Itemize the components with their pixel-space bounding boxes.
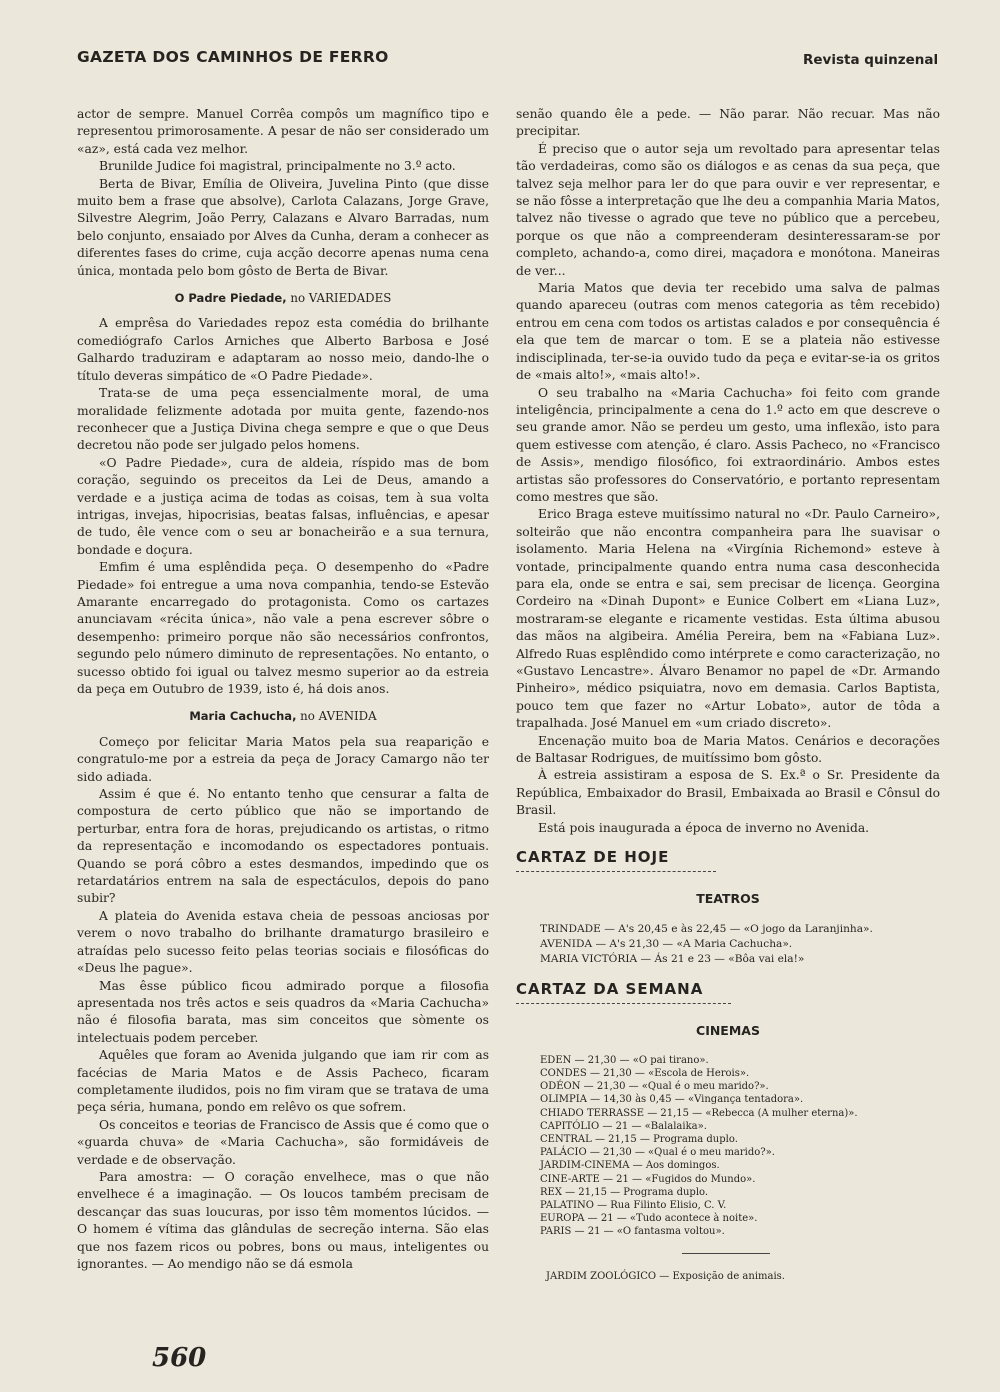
left-column [77, 106, 489, 1273]
paragraph: Assim é que é. No entanto tenho que censurar a falta de compostura de certo público que não se importando de perturbar, entra fora de horas, prejudicando os artistas, o ritmo da representação e incomodando os espectadores pontuais. Quando se porá côbro a estes desmandos, impedindo que os retardatários entrem na sala de espectáculos, depois do pano subir? [77, 787, 489, 906]
section-heading-padre-piedade [77, 290, 489, 307]
paragraph: Emfim é uma esplêndida peça. O desempenho do «Padre Piedade» foi entregue a uma nova companhia, tendo-se Estevão Amarante encarregado do protagonista. Como os cartazes anunciavam «récita única», não vale a pena escrever sôbre o desempenho: primeiro porque não são necessários confrontos, segundo pelo número diminuto de representações. No entanto, o sucesso obtido foi igual ou talvez mesmo superior ao da estreia da peça em Outubro de 1939, isto é, há dois anos. [77, 560, 489, 696]
list-item: CONDES — 21,30 — «Escola de Herois». [540, 1067, 750, 1079]
page-number: 560 [152, 1343, 207, 1373]
right-column [516, 106, 940, 1285]
cartaz-hoje-heading: CARTAZ DE HOJE [516, 849, 716, 872]
list-item: PALÁCIO — 21,30 — «Qual é o meu marido?». [540, 1147, 775, 1159]
section-title: Maria Cachucha, [189, 709, 297, 724]
journal-title: GAZETA DOS CAMINHOS DE FERRO [77, 48, 389, 66]
list-item: PALATINO — Rua Filinto Elisio, C. V. [540, 1199, 727, 1211]
paragraph: Trata-se de uma peça essencialmente moral, de uma moralidade felizmente adotada por muita gente, fazendo-nos reconhecer que a Justiça Divina chega sempre e que o que Deus decretou não pode ser julgado pelos homens. [77, 386, 489, 453]
teatros-list [540, 922, 940, 967]
paragraph: Brunilde Judice foi magistral, principalmente no 3.º acto. [99, 159, 456, 174]
list-item: ODÉON — 21,30 — «Qual é o meu marido?». [540, 1081, 769, 1093]
teatros-heading: TEATROS [696, 891, 760, 907]
list-item: PARIS — 21 — «O fantasma voltou». [540, 1226, 725, 1238]
divider [682, 1253, 770, 1254]
cartaz-semana-heading: CARTAZ DA SEMANA [516, 981, 731, 1004]
list-item: MARIA VICTÓRIA — Ás 21 e 23 — «Bôa vai ela!» [540, 952, 805, 965]
list-item: TRINDADE — A's 20,45 e às 22,45 — «O jogo da Laranjinha». [540, 922, 873, 935]
section-title: O Padre Piedade, [174, 291, 287, 306]
list-item: EDEN — 21,30 — «O pai tirano». [540, 1054, 709, 1066]
paragraph: senão quando êle a pede. — Não parar. Não recuar. Mas não precipitar. [516, 107, 940, 139]
paragraph: «O Padre Piedade», cura de aldeia, ríspido mas de bom coração, seguindo os preceitos da Lei de Deus, amando a verdade e a justiça acima de todas as coisas, tem à sua volta intrigas, invejas, hipocrisias, beatas falsas, influências, e apesar de tudo, êle vence com o seu ar bonacheirão e a sua ternura, bondade e doçura. [77, 455, 489, 557]
cinemas-heading: CINEMAS [696, 1023, 760, 1039]
paragraph: Berta de Bivar, Emília de Oliveira, Juvelina Pinto (que disse muito bem a frase que absolve), Carlota Calazans, Jorge Grave, Silvestre Alegrim, João Perry, Calazans e Alvaro Barradas, num belo conjunto, ensaiado por Alves da Cunha, deram a conhecer as diferentes fases do crime, cuja acção decorre apenas numa cena única, montada pelo bom gôsto de Berta de Bivar. [77, 176, 489, 278]
paragraph: Para amostra: — O coração envelhece, mas o que não envelhece é a imaginação. — Os loucos também precisam de descançar das suas loucuras, por isso têm momentos lúcidos. — O homem é vítima das glândulas de secreção interna. São elas que nos fazem ricos ou pobres, bons ou maus, inteligentes ou ignorantes. — Ao mendigo não se dá esmola [77, 1169, 489, 1271]
list-item: REX — 21,15 — Programa duplo. [540, 1186, 709, 1198]
paragraph: Mas êsse público ficou admirado porque a filosofia apresentada nos três actos e seis quadros da «Maria Cachucha» não é filosofia barata, mas sim conceitos que sòmente os intelectuais podem perceber. [77, 978, 489, 1045]
zoo-listing: JARDIM ZOOLÓGICO — Exposição de animais. [546, 1270, 785, 1282]
paragraph: Começo por felicitar Maria Matos pela sua reaparição e congratulo-me por a estreia da peça de Joracy Camargo não ter sido adiada. [77, 734, 489, 784]
paragraph: A plateia do Avenida estava cheia de pessoas anciosas por verem o novo trabalho do brilhante dramaturgo brasileiro e atraídas pelo sucesso feito pelas teorias sociais e filosóficas do «Deus lhe pague». [77, 908, 489, 976]
paragraph: Encenação muito boa de Maria Matos. Cenários e decorações de Baltasar Rodrigues, de muitíssimo bom gôsto. [516, 733, 940, 766]
list-item: CAPITÓLIO — 21 — «Balalaika». [540, 1120, 707, 1132]
paragraph: Está pois inaugurada a época de inverno no Avenida. [538, 820, 870, 835]
list-item: CINE-ARTE — 21 — «Fugidos do Mundo». [540, 1173, 756, 1185]
list-item: CENTRAL — 21,15 — Programa duplo. [540, 1133, 738, 1145]
paragraph: A emprêsa do Variedades repoz esta comédia do brilhante comediógrafo Carlos Arniches que Alberto Barbosa e José Galhardo traduziram e adaptaram ao nosso meio, dando-lhe o título deveras simpático de «O Padre Piedade». [77, 316, 489, 383]
cinemas-list [540, 1054, 940, 1239]
list-item: JARDIM-CINEMA — Aos domingos. [540, 1160, 720, 1172]
paragraph: Aquêles que foram ao Avenida julgando que iam rir com as facécias de Maria Matos e de Assis Pacheco, ficaram completamente iludidos, pois no fim viram que se tratava de uma peça séria, humana, pondo em relêvo os que sofrem. [77, 1048, 489, 1115]
list-item: CHIADO TERRASSE — 21,15 — «Rebecca (A mulher eterna)». [540, 1107, 858, 1119]
paragraph: À estreia assistiram a esposa de S. Ex.ª o Sr. Presidente da República, Embaixador do Brasil, Embaixada ao Brasil e Cônsul do Brasil. [516, 768, 940, 818]
paragraph: Os conceitos e teorias de Francisco de Assis que é como que o «guarda chuva» de «Maria Cachucha», são formidáveis de verdade e de observação. [77, 1117, 489, 1167]
journal-frequency: Revista quinzenal [803, 52, 939, 68]
paragraph: actor de sempre. Manuel Corrêa compôs um magnífico tipo e representou primorosamente. A pesar de não ser considerado um «az», está cada vez melhor. [77, 107, 489, 156]
list-item: OLIMPIA — 14,30 às 0,45 — «Vingança tentadora». [540, 1094, 804, 1106]
list-item: EUROPA — 21 — «Tudo acontece à noite». [540, 1213, 758, 1225]
list-item: AVENIDA — A's 21,30 — «A Maria Cachucha». [540, 937, 793, 950]
section-venue: no AVENIDA [296, 709, 377, 724]
paragraph: É preciso que o autor seja um revoltado para apresentar telas tão verdadeiras, como são os diálogos e as cenas da sua peça, que talvez seja melhor para ler do que para ouvir e ver representar, e se não fôsse a interpretação que lhe deu a companhia Maria Matos, talvez não tivesse o agrado que teve no público que a percebeu, porque os que não a compreenderam desinteressaram-se por completo, achando-a, como direi, maçadora e monótona. Maneiras de ver... [516, 141, 940, 278]
paragraph: O seu trabalho na «Maria Cachucha» foi feito com grande inteligência, principalmente a cena do 1.º acto em que descreve o seu grande amor. Não se perdeu um gesto, uma inflexão, isto para quem estivesse com atenção, é claro. Assis Pacheco, no «Francisco de Assis», mendigo filosófico, foi extraordinário. Ambos estes artistas são professores do Conservatório, e portanto representam como mestres que são. [516, 385, 940, 504]
paragraph: Maria Matos que devia ter recebido uma salva de palmas quando apareceu (outras com menos categoria as têm recebido) entrou em cena com todos os artistas calados e por consequência é ela que tem de marcar o tom. E se a plateia não estivesse indisciplinada, ter-se-ia ouvido tudo da peça e evitar-se-ia os gritos de «mais alto!», «mais alto!». [516, 281, 940, 383]
section-venue: no VARIEDADES [286, 291, 392, 306]
paragraph: Erico Braga esteve muitíssimo natural no «Dr. Paulo Carneiro», solteirão que não encontra companheira para lhe suavisar o isolamento. Maria Helena na «Virgínia Richemond» esteve à vontade, principalmente quando entra numa casa desconhecida para ela, onde se entra e sai, sem precisar de licença. Georgina Cordeiro na «Dinah Dupont» e Eunice Colbert em «Liana Luz», mostraram-se elegante e ricamente vestidas. Esta última abusou das mãos na algibeira. Amélia Pereira, bem na «Fabiana Luz». Alfredo Ruas esplêndido como intérprete e como caracterização, no «Gustavo Lencastre». Álvaro Benamor no papel de «Dr. Armando Pinheiro», médico psiquiatra, novo em demasia. Carlos Baptista, pouco tem que fazer no «Artur Lobato», autor de tôda a trapalhada. José Manuel em «um criado discreto». [516, 507, 940, 731]
section-heading-maria-cachucha [77, 708, 489, 725]
